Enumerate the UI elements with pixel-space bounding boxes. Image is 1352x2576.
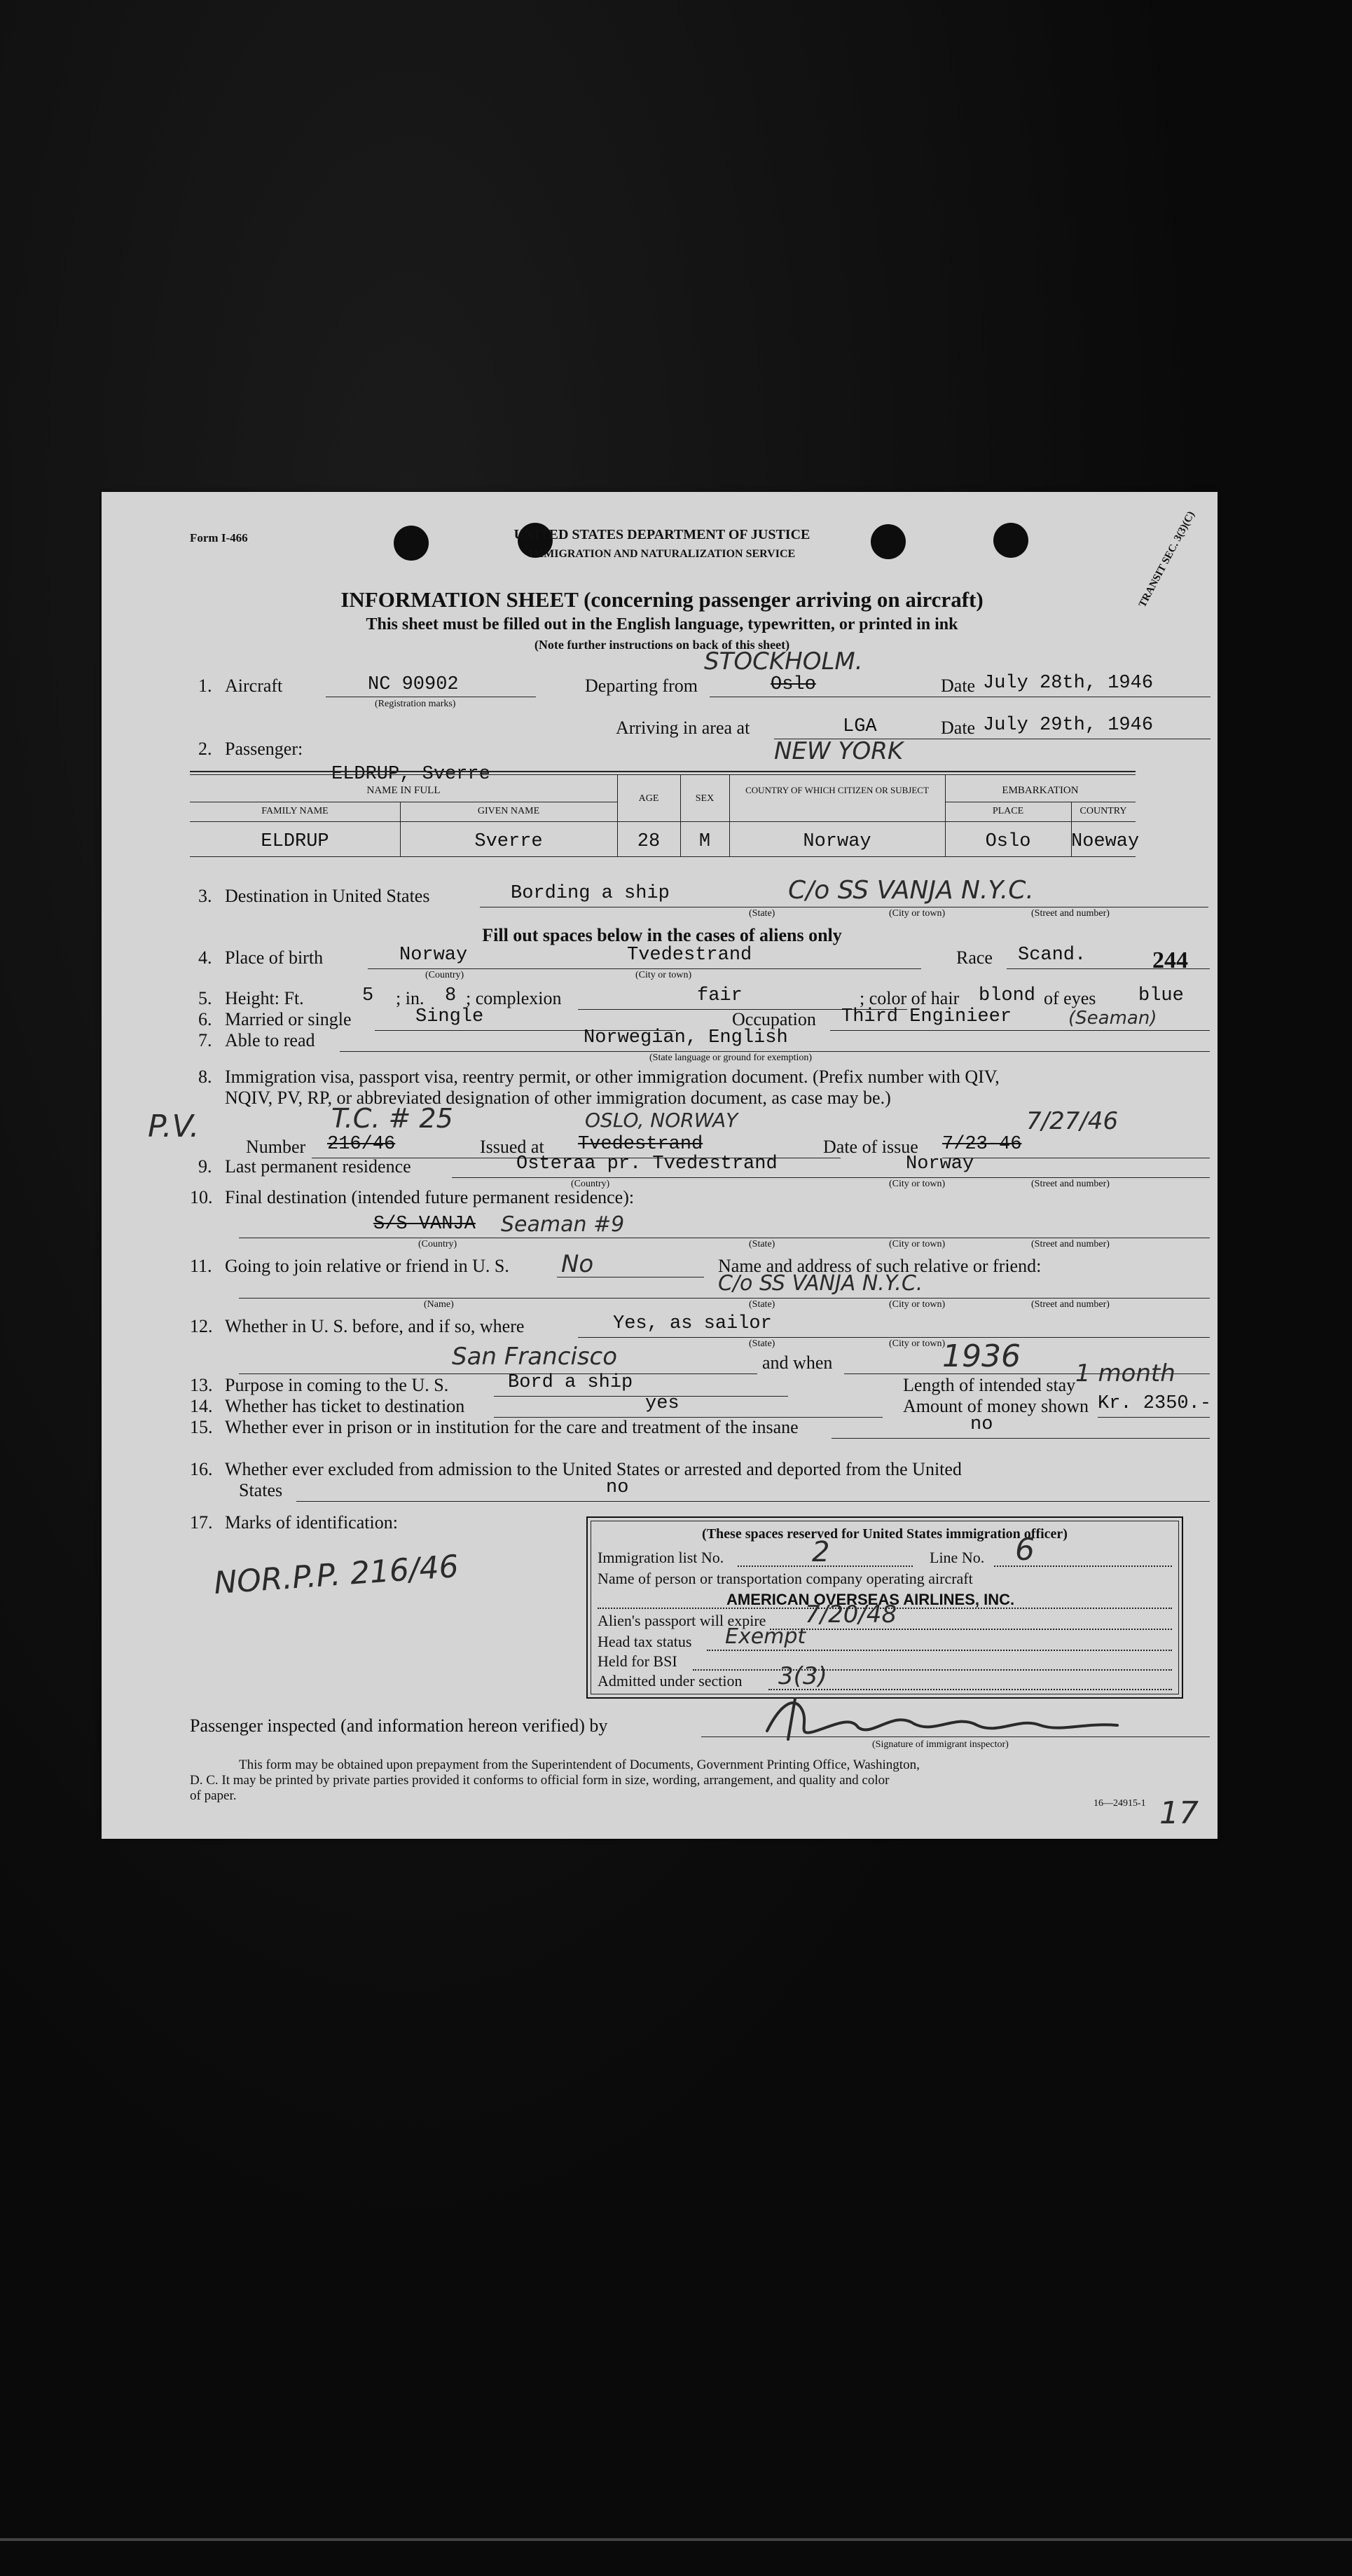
- q14-number: 14.: [190, 1396, 213, 1416]
- document-number: 216/46: [327, 1134, 396, 1155]
- registration-caption: (Registration marks): [375, 699, 456, 709]
- departure-date: July 28th, 1946: [983, 673, 1154, 694]
- arriving-label: Arriving in area at: [616, 718, 750, 738]
- inspected-label: Passenger inspected (and information hereon verified) by: [190, 1715, 608, 1736]
- th-country: COUNTRY: [1079, 806, 1127, 816]
- arriving-handwritten: NEW YORK: [774, 737, 904, 765]
- race-code: 244: [1152, 947, 1188, 973]
- td-citizen: Norway: [803, 831, 871, 852]
- th-given-name: GIVEN NAME: [477, 806, 540, 816]
- th-family-name: FAMILY NAME: [261, 806, 329, 816]
- height-in: 8: [445, 985, 457, 1006]
- q7-line: [340, 1051, 1210, 1052]
- pv-handwritten: P.V.: [148, 1109, 200, 1144]
- footer-line2: D. C. It may be printed by private parties provided it conforms to official form in size, wording, arrangement, and quality and color: [190, 1773, 890, 1788]
- q3-label: Destination in United States: [225, 886, 430, 906]
- inches-label: ; in.: [396, 988, 425, 1008]
- q7-caption: (State language or ground for exemption): [649, 1053, 813, 1063]
- race-value: Scand.: [1018, 945, 1087, 966]
- q15-line: [832, 1438, 1210, 1439]
- punch-hole: [394, 526, 429, 561]
- table-top-rule-2: [190, 774, 1136, 775]
- admitted-label: Admitted under section: [598, 1672, 743, 1690]
- caption-state: (State): [749, 908, 775, 919]
- q4-line: [368, 968, 921, 969]
- money-line: [1098, 1417, 1210, 1418]
- race-label: Race: [956, 947, 993, 968]
- occupation-label: Occupation: [732, 1009, 816, 1029]
- q9-number: 9.: [198, 1156, 212, 1177]
- q3-number: 3.: [198, 886, 212, 906]
- q16-line2: States: [239, 1480, 283, 1500]
- th-age: AGE: [638, 793, 659, 804]
- eyes-label: of eyes: [1044, 988, 1096, 1008]
- headtax-label: Head tax status: [598, 1633, 692, 1650]
- q2-label: Passenger:: [225, 739, 303, 759]
- q6-label: Married or single: [225, 1009, 352, 1029]
- departing-typed: Oslo: [771, 674, 816, 695]
- q10-label: Final destination (intended future permanent residence):: [225, 1187, 635, 1207]
- inspector-signature: [753, 1689, 1145, 1745]
- bsi-line: [693, 1669, 1172, 1671]
- list-handwritten: 2: [812, 1536, 830, 1568]
- passport-handwritten: 7/20/48: [805, 1601, 897, 1629]
- q5-label: Height: Ft.: [225, 988, 304, 1008]
- when-label: and when: [762, 1352, 833, 1373]
- line-handwritten: 6: [1015, 1532, 1035, 1568]
- residence-value: Osteraa pr. Tvedestrand: [516, 1153, 778, 1174]
- height-ft: 5: [362, 985, 374, 1006]
- destination-typed: Bording a ship: [511, 883, 670, 904]
- arrival-date: July 29th, 1946: [983, 715, 1154, 736]
- prior-visit-year-handwritten: 1936: [942, 1338, 1021, 1374]
- q17-number: 17.: [190, 1512, 213, 1533]
- th-embarkation: EMBARKATION: [1002, 785, 1079, 796]
- caption-state: (State): [749, 1299, 775, 1310]
- officer-box: [586, 1516, 1183, 1699]
- form-number: Form I-466: [190, 531, 248, 544]
- agency-department: UNITED STATES DEPARTMENT OF JUSTICE: [513, 527, 810, 542]
- th-sex: SEX: [695, 793, 715, 804]
- final-destination-handwritten: Seaman #9: [501, 1212, 625, 1237]
- prior-visit-value: Yes, as sailor: [613, 1313, 772, 1334]
- q13-number: 13.: [190, 1375, 213, 1395]
- q7-number: 7.: [198, 1030, 212, 1050]
- scanner-edge-line: [0, 2538, 1352, 2541]
- occupation-handwritten: (Seaman): [1068, 1008, 1157, 1029]
- residence-country: Norway: [906, 1153, 974, 1174]
- headtax-line: [707, 1650, 1172, 1651]
- occupation-line: [830, 1030, 1210, 1031]
- issue-date-label: Date of issue: [823, 1137, 918, 1157]
- form-title: INFORMATION SHEET (concerning passenger arriving on aircraft): [340, 587, 984, 612]
- q8-line1: Immigration visa, passport visa, reentry permit, or other immigration document. (Prefix number with QIV,: [225, 1067, 1000, 1087]
- q16-line1: Whether ever excluded from admission to the United States or arrested and deported from the United: [225, 1459, 962, 1479]
- marital-status: Single: [415, 1006, 484, 1027]
- q12-number: 12.: [190, 1316, 213, 1336]
- q11-number: 11.: [190, 1256, 212, 1276]
- destination-handwritten: C/o SS VANJA N.Y.C.: [788, 876, 1034, 905]
- departing-label: Departing from: [585, 676, 698, 696]
- information-sheet: [102, 492, 1218, 1839]
- passenger-name: ELDRUP, Sverre: [331, 764, 490, 785]
- issued-handwritten: OSLO, NORWAY: [585, 1109, 738, 1132]
- q7-label: Able to read: [225, 1030, 315, 1050]
- caption-city: (City or town): [889, 908, 946, 919]
- td-sex: M: [698, 831, 711, 852]
- bsi-label: Held for BSI: [598, 1652, 677, 1670]
- caption-street: (Street and number): [1031, 1239, 1110, 1249]
- caption-city: (City or town): [889, 1338, 946, 1349]
- q12-label: Whether in U. S. before, and if so, where: [225, 1316, 525, 1336]
- q10-number: 10.: [190, 1187, 213, 1207]
- q12-line: [578, 1337, 1210, 1338]
- td-family: ELDRUP: [261, 831, 329, 852]
- q8-number: 8.: [198, 1067, 212, 1087]
- money-value: Kr. 2350.-: [1098, 1393, 1212, 1414]
- eyes-value: blue: [1138, 985, 1184, 1006]
- hair-value: blond: [979, 985, 1036, 1006]
- join-handwritten: No: [561, 1250, 594, 1278]
- q4-number: 4.: [198, 947, 212, 968]
- arriving-value: LGA: [843, 716, 877, 737]
- q14-label: Whether has ticket to destination: [225, 1396, 465, 1416]
- q6-number: 6.: [198, 1009, 212, 1029]
- footer-code: 16—24915-1: [1094, 1798, 1146, 1809]
- identification-handwritten: NOR.P.P. 216/46: [212, 1548, 460, 1602]
- th-country-citizen: COUNTRY OF WHICH CITIZEN OR SUBJECT: [745, 785, 929, 795]
- form-subtitle: This sheet must be filled out in the English language, typewritten, or printed in ink: [366, 615, 958, 633]
- caption-name: (Name): [424, 1299, 454, 1310]
- q1-label: Aircraft: [225, 676, 283, 696]
- caption-country: (Country): [425, 970, 464, 980]
- officer-box-header: (These spaces reserved for United States immigration officer): [702, 1526, 1068, 1542]
- q9-label: Last permanent residence: [225, 1156, 411, 1177]
- list-label: Immigration list No.: [598, 1549, 724, 1566]
- date2-label: Date: [941, 718, 976, 738]
- td-given: Sverre: [474, 831, 543, 852]
- birth-city: Tvedestrand: [627, 945, 752, 966]
- agency-service: IMMIGRATION AND NATURALIZATION SERVICE: [528, 548, 796, 560]
- final-destination-typed: S/S VANJA: [373, 1214, 476, 1235]
- punch-hole: [993, 523, 1028, 558]
- caption-street: (Street and number): [1031, 908, 1110, 919]
- purpose-value: Bord a ship: [508, 1372, 633, 1393]
- transit-stamp: TRANSIT SEC. 3(3)(C): [1137, 509, 1197, 610]
- aircraft-value: NC 90902: [368, 674, 459, 695]
- q11-line: [239, 1298, 1210, 1299]
- number-label: Number: [246, 1137, 306, 1157]
- passport-line: [770, 1629, 1172, 1630]
- punch-hole: [871, 524, 906, 559]
- complexion-value: fair: [697, 985, 743, 1006]
- admitted-handwritten: 3(3): [778, 1662, 827, 1690]
- stay-handwritten: 1 month: [1075, 1359, 1175, 1388]
- issued-label: Issued at: [480, 1137, 544, 1157]
- q1-number: 1.: [198, 676, 212, 696]
- caption-state: (State): [749, 1239, 775, 1249]
- q2-number: 2.: [198, 739, 212, 759]
- q13-line: [494, 1396, 788, 1397]
- ticket-value: yes: [645, 1393, 680, 1414]
- line-label: Line No.: [930, 1549, 985, 1566]
- q5-number: 5.: [198, 988, 212, 1008]
- q15-number: 15.: [190, 1417, 213, 1437]
- q16-line: [296, 1501, 1210, 1502]
- complexion-label: ; complexion: [466, 988, 562, 1008]
- q13-label: Purpose in coming to the U. S.: [225, 1375, 449, 1395]
- td-place: Oslo: [985, 831, 1031, 852]
- issued-value: Tvedestrand: [578, 1134, 703, 1155]
- caption-city: (City or town): [889, 1239, 946, 1249]
- tc-handwritten: T.C. # 25: [331, 1103, 453, 1134]
- table-top-rule: [190, 771, 1136, 772]
- occupation-value: Third Enginieer: [841, 1006, 1012, 1027]
- caption-country: (Country): [571, 1179, 610, 1189]
- aliens-only-header: Fill out spaces below in the cases of aliens only: [482, 925, 842, 945]
- issue-date: 7/23-46: [942, 1134, 1022, 1155]
- table-header-bottom: [190, 821, 1136, 822]
- date-handwritten: 7/27/46: [1026, 1107, 1119, 1135]
- form-note: (Note further instructions on back of this sheet): [534, 638, 790, 652]
- departing-handwritten: STOCKHOLM.: [704, 648, 863, 676]
- caption-city: (City or town): [889, 1179, 946, 1189]
- friend-address-handwritten: C/o SS VANJA N.Y.C.: [718, 1271, 923, 1296]
- caption-street: (Street and number): [1031, 1179, 1110, 1189]
- table-bottom: [190, 856, 1136, 857]
- q15-label: Whether ever in prison or in institution for the care and treatment of the insane: [225, 1417, 799, 1437]
- th-place: PLACE: [992, 806, 1024, 816]
- hair-label: ; color of hair: [860, 988, 960, 1008]
- q8-line2: NQIV, PV, RP, or abbreviated designation of other immigration document, as case may be.): [225, 1088, 891, 1108]
- company-label: Name of person or transportation company operating aircraft: [598, 1570, 973, 1587]
- caption-city: (City or town): [635, 970, 692, 980]
- money-label: Amount of money shown: [903, 1396, 1089, 1416]
- inspector-caption: (Signature of immigrant inspector): [872, 1739, 1009, 1750]
- languages: Norwegian, English: [584, 1027, 788, 1048]
- q9-line: [452, 1177, 1210, 1178]
- passport-label: Alien's passport will expire: [598, 1612, 766, 1629]
- q16-number: 16.: [190, 1459, 213, 1479]
- caption-state: (State): [749, 1338, 775, 1349]
- q11-label: Going to join relative or friend in U. S.: [225, 1256, 509, 1276]
- footer-line3: of paper.: [190, 1788, 237, 1803]
- q4-label: Place of birth: [225, 947, 324, 968]
- caption-country: (Country): [418, 1239, 457, 1249]
- q12-place-line: [239, 1373, 757, 1374]
- birth-country: Norway: [399, 945, 468, 966]
- stay-label: Length of intended stay: [903, 1375, 1076, 1395]
- th-name-in-full: NAME IN FULL: [366, 785, 441, 796]
- page-number-handwritten: 17: [1159, 1795, 1199, 1831]
- prior-visit-place-handwritten: San Francisco: [452, 1343, 618, 1371]
- name-address-label: Name and address of such relative or friend:: [718, 1256, 1042, 1276]
- company-stamp: AMERICAN OVERSEAS AIRLINES, INC.: [726, 1591, 1015, 1608]
- caption-city: (City or town): [889, 1299, 946, 1310]
- date-label: Date: [941, 676, 976, 696]
- headtax-handwritten: Exempt: [725, 1624, 806, 1649]
- q17-label: Marks of identification:: [225, 1512, 398, 1533]
- footer-line1: This form may be obtained upon prepayment from the Superintendent of Documents, Government Printing Office, Washington,: [239, 1758, 920, 1772]
- td-age: 28: [637, 831, 661, 852]
- caption-street: (Street and number): [1031, 1299, 1110, 1310]
- prison-value: no: [970, 1414, 993, 1435]
- excluded-value: no: [606, 1477, 629, 1498]
- td-country: Noeway: [1071, 831, 1140, 852]
